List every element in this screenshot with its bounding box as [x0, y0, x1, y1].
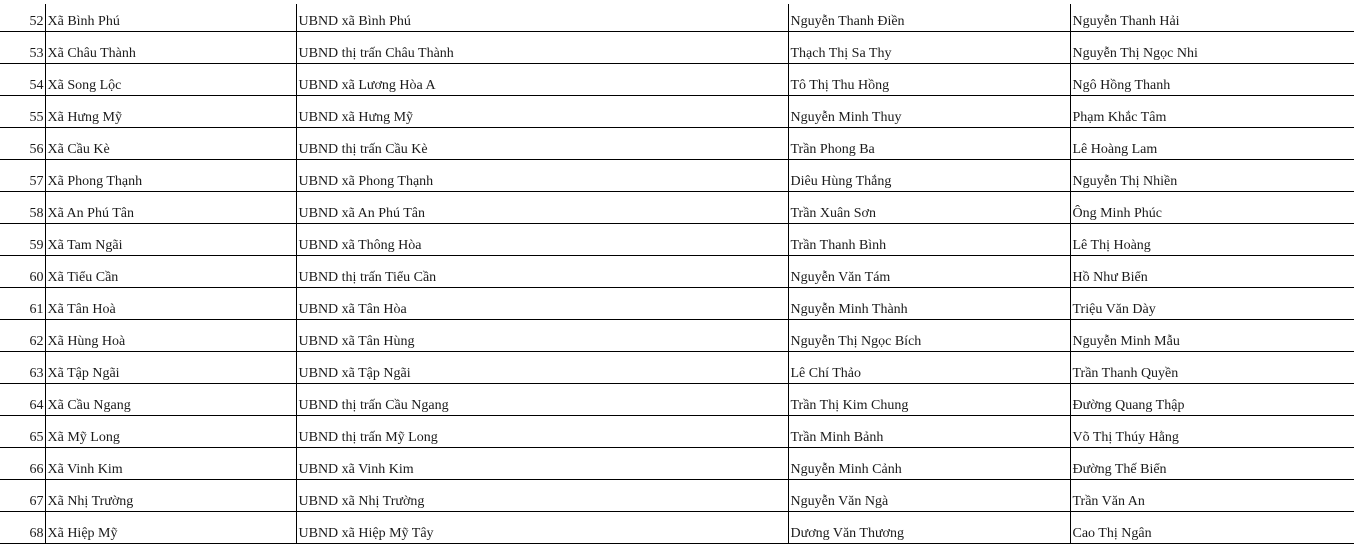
- table-row: [0, 256, 1354, 288]
- table-row: [0, 352, 1354, 384]
- commune-cell: Xã Hiệp Mỹ: [45, 512, 296, 544]
- table-row: [0, 96, 1354, 128]
- person-secondary-cell: Nguyễn Thanh Hải: [1070, 4, 1354, 32]
- commune-cell: Xã Cầu Ngang: [45, 384, 296, 416]
- person-secondary-cell: Trần Thanh Quyền: [1070, 352, 1354, 384]
- organization-cell: UBND xã Vinh Kim: [296, 448, 788, 480]
- person-primary-cell: Lê Chí Thảo: [788, 352, 1070, 384]
- table-row: [0, 64, 1354, 96]
- person-primary-cell: Thạch Thị Sa Thy: [788, 32, 1070, 64]
- commune-table: [0, 4, 1354, 544]
- commune-cell: Xã Bình Phú: [45, 4, 296, 32]
- table-row: [0, 4, 1354, 32]
- organization-cell: UBND xã Lương Hòa A: [296, 64, 788, 96]
- commune-cell: Xã Cầu Kè: [45, 128, 296, 160]
- row-number-cell: 68: [0, 512, 45, 544]
- table-row: [0, 384, 1354, 416]
- person-primary-cell: Trần Thị Kim Chung: [788, 384, 1070, 416]
- row-number-cell: 52: [0, 4, 45, 32]
- table-row: [0, 448, 1354, 480]
- row-number-cell: 67: [0, 480, 45, 512]
- commune-cell: Xã Vinh Kim: [45, 448, 296, 480]
- table-body: [0, 4, 1354, 544]
- organization-cell: UBND xã Hiệp Mỹ Tây: [296, 512, 788, 544]
- organization-cell: UBND thị trấn Cầu Ngang: [296, 384, 788, 416]
- table-row: [0, 192, 1354, 224]
- person-secondary-cell: Ông Minh Phúc: [1070, 192, 1354, 224]
- person-primary-cell: Nguyễn Văn Ngà: [788, 480, 1070, 512]
- commune-cell: Xã Song Lộc: [45, 64, 296, 96]
- person-primary-cell: Trần Phong Ba: [788, 128, 1070, 160]
- person-secondary-cell: Phạm Khắc Tâm: [1070, 96, 1354, 128]
- person-secondary-cell: Trần Văn An: [1070, 480, 1354, 512]
- person-secondary-cell: Nguyễn Minh Mẫu: [1070, 320, 1354, 352]
- person-primary-cell: Nguyễn Thị Ngọc Bích: [788, 320, 1070, 352]
- person-secondary-cell: Nguyễn Thị Nhiền: [1070, 160, 1354, 192]
- organization-cell: UBND thị trấn Mỹ Long: [296, 416, 788, 448]
- table-row: [0, 320, 1354, 352]
- person-primary-cell: Nguyễn Văn Tám: [788, 256, 1070, 288]
- row-number-cell: 55: [0, 96, 45, 128]
- person-primary-cell: Dương Văn Thương: [788, 512, 1070, 544]
- row-number-cell: 53: [0, 32, 45, 64]
- organization-cell: UBND xã Nhị Trường: [296, 480, 788, 512]
- person-primary-cell: Nguyễn Minh Thành: [788, 288, 1070, 320]
- table-row: [0, 480, 1354, 512]
- person-secondary-cell: Hồ Như Biển: [1070, 256, 1354, 288]
- person-secondary-cell: Đường Thế Biển: [1070, 448, 1354, 480]
- commune-cell: Xã Châu Thành: [45, 32, 296, 64]
- organization-cell: UBND xã An Phú Tân: [296, 192, 788, 224]
- row-number-cell: 54: [0, 64, 45, 96]
- commune-cell: Xã Mỹ Long: [45, 416, 296, 448]
- organization-cell: UBND thị trấn Cầu Kè: [296, 128, 788, 160]
- person-secondary-cell: Cao Thị Ngân: [1070, 512, 1354, 544]
- row-number-cell: 64: [0, 384, 45, 416]
- person-secondary-cell: Nguyễn Thị Ngọc Nhi: [1070, 32, 1354, 64]
- person-primary-cell: Nguyễn Minh Cảnh: [788, 448, 1070, 480]
- commune-cell: Xã Hùng Hoà: [45, 320, 296, 352]
- commune-cell: Xã Tam Ngãi: [45, 224, 296, 256]
- row-number-cell: 63: [0, 352, 45, 384]
- organization-cell: UBND thị trấn Tiểu Cần: [296, 256, 788, 288]
- row-number-cell: 61: [0, 288, 45, 320]
- person-primary-cell: Trần Thanh Bình: [788, 224, 1070, 256]
- row-number-cell: 59: [0, 224, 45, 256]
- organization-cell: UBND xã Hưng Mỹ: [296, 96, 788, 128]
- row-number-cell: 60: [0, 256, 45, 288]
- person-secondary-cell: Võ Thị Thúy Hằng: [1070, 416, 1354, 448]
- person-primary-cell: Trần Xuân Sơn: [788, 192, 1070, 224]
- commune-cell: Xã Phong Thạnh: [45, 160, 296, 192]
- table-row: [0, 128, 1354, 160]
- commune-cell: Xã Hưng Mỹ: [45, 96, 296, 128]
- table-row: [0, 288, 1354, 320]
- organization-cell: UBND xã Thông Hòa: [296, 224, 788, 256]
- row-number-cell: 66: [0, 448, 45, 480]
- person-primary-cell: Nguyễn Thanh Điền: [788, 4, 1070, 32]
- organization-cell: UBND thị trấn Châu Thành: [296, 32, 788, 64]
- commune-cell: Xã An Phú Tân: [45, 192, 296, 224]
- person-primary-cell: Diêu Hùng Thắng: [788, 160, 1070, 192]
- row-number-cell: 57: [0, 160, 45, 192]
- commune-cell: Xã Tập Ngãi: [45, 352, 296, 384]
- commune-cell: Xã Tiểu Cần: [45, 256, 296, 288]
- row-number-cell: 58: [0, 192, 45, 224]
- organization-cell: UBND xã Tân Hùng: [296, 320, 788, 352]
- organization-cell: UBND xã Phong Thạnh: [296, 160, 788, 192]
- commune-cell: Xã Nhị Trường: [45, 480, 296, 512]
- person-secondary-cell: Triệu Văn Dày: [1070, 288, 1354, 320]
- person-primary-cell: Trần Minh Bảnh: [788, 416, 1070, 448]
- organization-cell: UBND xã Tân Hòa: [296, 288, 788, 320]
- person-secondary-cell: Lê Hoàng Lam: [1070, 128, 1354, 160]
- commune-cell: Xã Tân Hoà: [45, 288, 296, 320]
- person-primary-cell: Nguyễn Minh Thuy: [788, 96, 1070, 128]
- person-primary-cell: Tô Thị Thu Hồng: [788, 64, 1070, 96]
- organization-cell: UBND xã Bình Phú: [296, 4, 788, 32]
- table-row: [0, 160, 1354, 192]
- table-row: [0, 416, 1354, 448]
- table-row: [0, 224, 1354, 256]
- row-number-cell: 62: [0, 320, 45, 352]
- person-secondary-cell: Ngô Hồng Thanh: [1070, 64, 1354, 96]
- person-secondary-cell: Lê Thị Hoàng: [1070, 224, 1354, 256]
- person-secondary-cell: Đường Quang Thập: [1070, 384, 1354, 416]
- row-number-cell: 65: [0, 416, 45, 448]
- organization-cell: UBND xã Tập Ngãi: [296, 352, 788, 384]
- table-row: [0, 32, 1354, 64]
- row-number-cell: 56: [0, 128, 45, 160]
